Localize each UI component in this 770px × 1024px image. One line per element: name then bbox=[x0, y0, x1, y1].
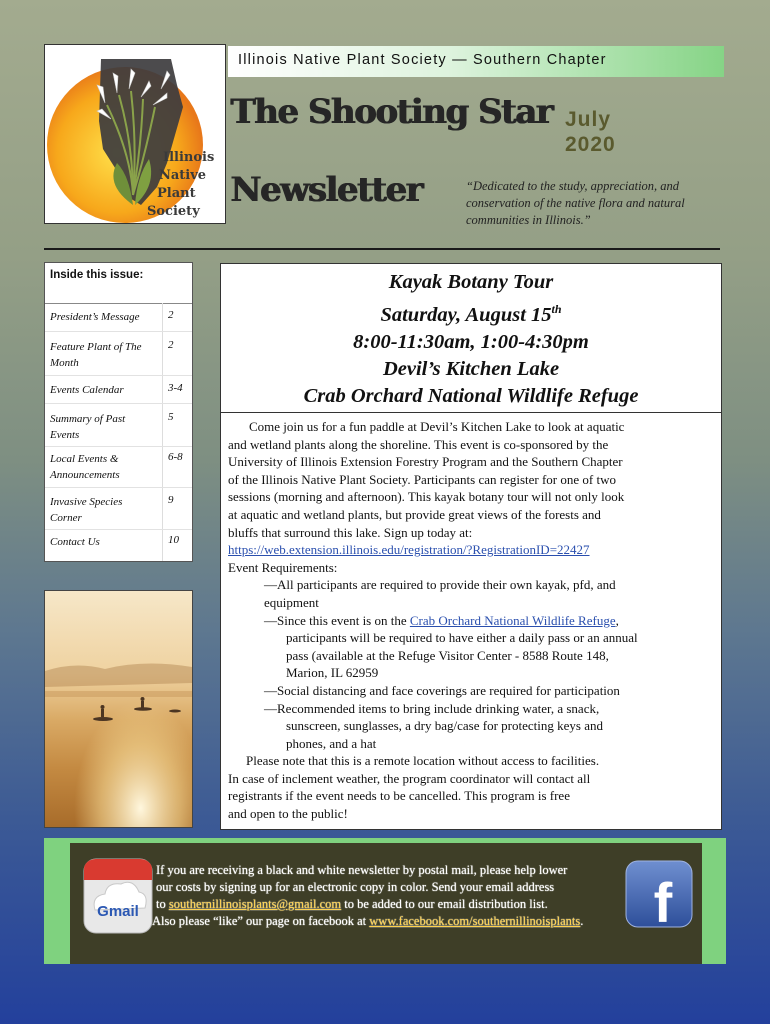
event-header-divider bbox=[221, 412, 721, 413]
toc-item-name: Feature Plant of The Month bbox=[50, 341, 142, 369]
toc-item-name: Events Calendar bbox=[50, 384, 124, 396]
toc-heading-divider bbox=[45, 303, 192, 304]
requirement-prefix: —Since this event is on the bbox=[264, 612, 410, 628]
toc-heading: Inside this issue: bbox=[50, 269, 144, 281]
issue-date bbox=[565, 107, 616, 157]
gmail-icon[interactable] bbox=[83, 858, 153, 934]
event-times: 8:00-11:30am, 1:00-4:30pm bbox=[353, 330, 589, 353]
event-refuge: Crab Orchard National Wildlife Refuge bbox=[303, 384, 639, 407]
facebook-letter: f bbox=[653, 871, 673, 928]
logo-text-native: Native bbox=[159, 168, 207, 183]
subscribe-suffix: to be added to our email distribution list. bbox=[341, 897, 548, 911]
event-article bbox=[220, 263, 722, 830]
toc-divider bbox=[45, 529, 192, 530]
newsletter-title-line1: The Shooting Star bbox=[230, 92, 552, 132]
event-date-suffix: th bbox=[551, 302, 562, 316]
logo-text-illinois: Illinois bbox=[163, 150, 215, 165]
requirement-item-cont: sunscreen, sunglasses, a dry bag/case for protecting keys and bbox=[286, 718, 603, 734]
event-description-line: sessions (morning and afternoon). This kayak botany tour will not only look bbox=[228, 489, 625, 505]
subscribe-line: our costs by signing up for an electronic copy in color. Send your email address bbox=[156, 880, 555, 894]
requirements-heading: Event Requirements: bbox=[228, 559, 338, 575]
toc-divider bbox=[45, 487, 192, 488]
toc-column-divider bbox=[162, 303, 163, 561]
event-title: Kayak Botany Tour bbox=[388, 271, 554, 293]
event-description-line: Come join us for a fun paddle at Devil’s Kitchen Lake to look at aquatic bbox=[249, 419, 625, 434]
logo-graphic bbox=[45, 45, 225, 223]
toc-item-name: Local Events & Announcements bbox=[50, 453, 120, 481]
toc-divider bbox=[45, 403, 192, 404]
issue-year: 2020 bbox=[565, 133, 616, 156]
requirement-item: —Recommended items to bring include drinking water, a snack, bbox=[264, 700, 600, 716]
toc-item-page: 5 bbox=[168, 411, 174, 423]
facebook-icon[interactable] bbox=[625, 860, 693, 928]
kayak-sunset-photo bbox=[44, 590, 193, 828]
closing-line: In case of inclement weather, the program coordinator will contact all bbox=[228, 770, 591, 786]
logo-text-plant: Plant bbox=[157, 186, 196, 201]
facebook-line bbox=[152, 913, 626, 930]
toc-item-page: 6-8 bbox=[168, 451, 183, 463]
toc-item-name: Summary of Past Events bbox=[50, 413, 126, 441]
event-location: Devil’s Kitchen Lake bbox=[382, 357, 560, 380]
logo-text-society: Society bbox=[147, 204, 200, 219]
closing-line: registrants if the event needs to be cancelled. This program is free bbox=[228, 788, 570, 804]
newsletter-title-line2: Newsletter bbox=[230, 170, 422, 210]
chapter-name: Illinois Native Plant Society — Southern Chapter bbox=[238, 52, 607, 68]
header-divider bbox=[44, 248, 720, 250]
toc-item-page: 2 bbox=[168, 339, 174, 351]
toc-divider bbox=[45, 331, 192, 332]
toc-item-name: President’s Message bbox=[50, 311, 140, 323]
tagline: “Dedicated to the study, appreciation, and conservation of the native flora and natural communities in Illinois.” bbox=[466, 179, 685, 227]
event-description-line: at aquatic and wetland plants, but provide great views of the forests and bbox=[228, 506, 601, 522]
requirement-item: —All participants are required to provide their own kayak, pfd, and bbox=[264, 577, 616, 593]
event-description-line: of the Illinois Native Plant Society. Participants can register for one of two bbox=[228, 471, 616, 487]
requirement-item-cont: phones, and a hat bbox=[286, 735, 377, 751]
toc-item-name: Invasive Species Corner bbox=[50, 496, 123, 524]
society-logo bbox=[44, 44, 226, 224]
chapter-bar bbox=[228, 46, 724, 77]
requirement-item-cont: equipment bbox=[264, 594, 319, 610]
requirement-item-cont: pass (available at the Refuge Visitor Center - 8588 Route 148, bbox=[286, 647, 609, 663]
toc-item-page: 9 bbox=[168, 494, 174, 506]
closing-line: Please note that this is a remote location without access to facilities. bbox=[246, 753, 600, 769]
requirement-item: —Social distancing and face coverings are required for participation bbox=[264, 682, 620, 698]
toc-divider bbox=[45, 375, 192, 376]
facebook-prefix: Also please “like” our page on facebook at bbox=[152, 914, 370, 928]
email-link[interactable]: southernillinoisplants@gmail.com bbox=[168, 897, 342, 911]
subscribe-message bbox=[152, 862, 626, 930]
toc-item-page: 2 bbox=[168, 309, 174, 321]
event-description-line: bluffs that surround this lake. Sign up today at: bbox=[228, 524, 473, 540]
facebook-suffix: . bbox=[580, 914, 584, 928]
facebook-link[interactable]: www.facebook.com/southernillinoisplants bbox=[369, 914, 581, 928]
toc-item-name: Contact Us bbox=[50, 536, 100, 548]
registration-link[interactable]: https://web.extension.illinois.edu/registration/?RegistrationID=22427 bbox=[228, 542, 590, 558]
toc-divider bbox=[45, 446, 192, 447]
kayak-sunset-image bbox=[45, 591, 192, 827]
toc-item-page: 10 bbox=[168, 534, 179, 546]
toc-item-page: 3-4 bbox=[168, 382, 183, 394]
event-description bbox=[228, 418, 638, 823]
event-description-line: and wetland plants along the shoreline. This event is co-sponsored by the bbox=[228, 436, 609, 452]
subscribe-line: If you are receiving a black and white newsletter by postal mail, please help lower bbox=[156, 863, 568, 877]
subscribe-prefix: to bbox=[156, 897, 169, 911]
issue-month: July bbox=[565, 108, 612, 131]
closing-line: and open to the public! bbox=[228, 806, 348, 822]
gmail-label: Gmail bbox=[97, 903, 139, 920]
event-date bbox=[221, 296, 721, 329]
requirement-suffix: , bbox=[615, 612, 619, 628]
requirement-item-cont: participants will be required to have either a daily pass or an annual bbox=[286, 630, 638, 646]
event-header bbox=[221, 269, 721, 410]
event-date-main: Saturday, August 15 bbox=[380, 303, 552, 326]
event-description-line: University of Illinois Extension Forestry Program and the Southern Chapter bbox=[228, 454, 623, 470]
requirement-item-cont: Marion, IL 62959 bbox=[286, 665, 379, 681]
requirement-item bbox=[228, 612, 638, 630]
subscribe-line bbox=[156, 896, 626, 913]
toc-box bbox=[44, 262, 193, 562]
refuge-link[interactable]: Crab Orchard National Wildlife Refuge bbox=[409, 612, 616, 628]
